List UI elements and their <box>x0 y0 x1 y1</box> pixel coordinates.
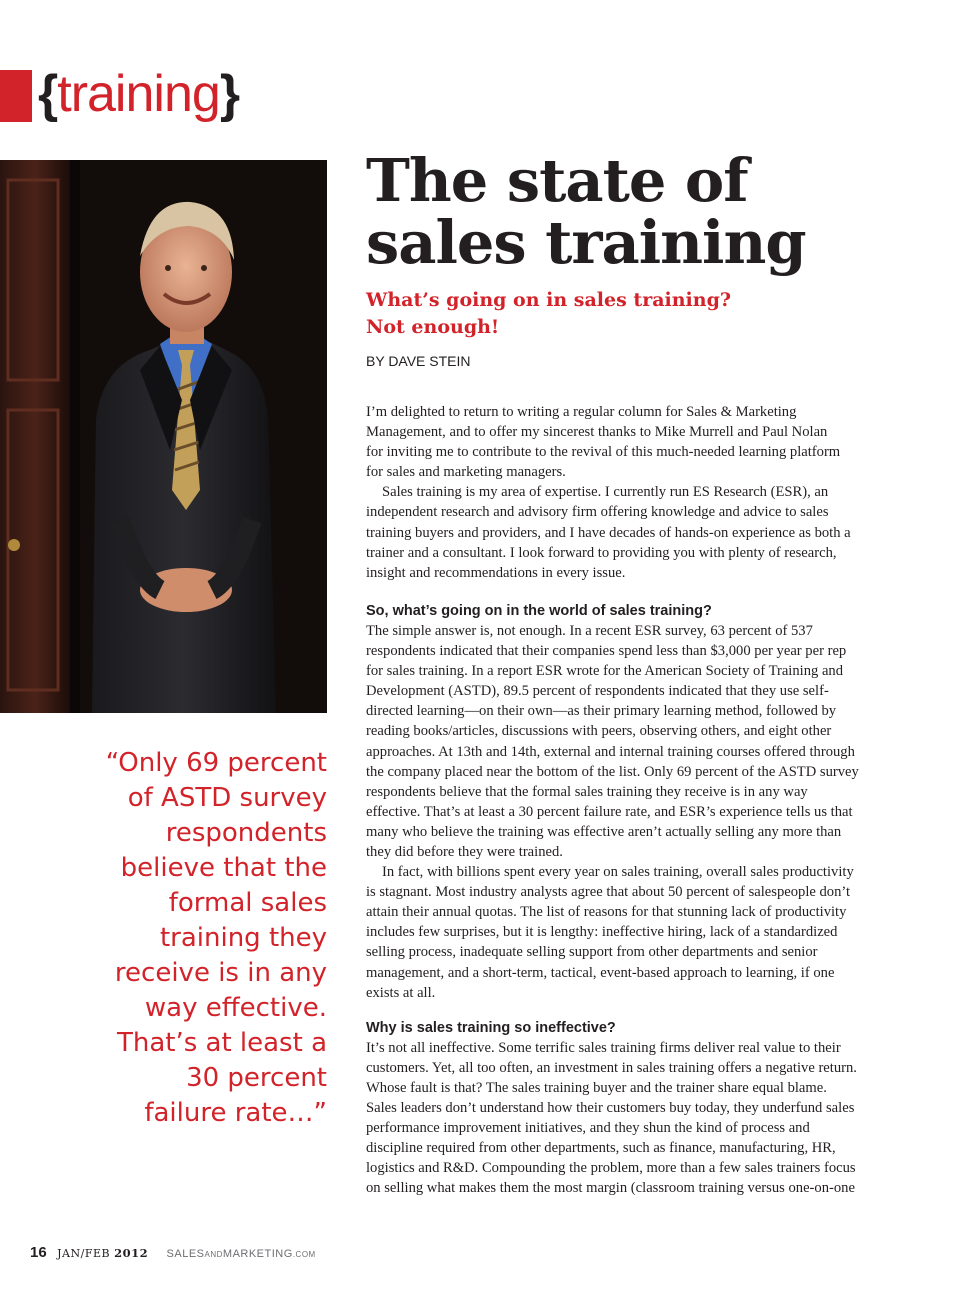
article-dek <box>366 287 731 341</box>
section-color-bar <box>0 70 32 122</box>
body-line: Sales leaders don’t understand how their customers buy today, they underfund sales <box>366 1100 855 1117</box>
site-part: MARKETING <box>222 1248 293 1260</box>
pull-quote-line: training they <box>159 923 327 953</box>
pull-quote-line: respondents <box>165 818 327 848</box>
body-line: on selling what makes them the most margin (classroom training versus one-on-one <box>366 1180 855 1197</box>
body-line: I’m delighted to return to writing a regular column for Sales & Marketing <box>366 404 797 420</box>
paragraph-gap <box>366 1003 906 1018</box>
body-line: customers. Yet, all too often, an investment in sales training offers a negative return. <box>366 1059 857 1076</box>
article-dek-line: Not enough! <box>366 316 500 338</box>
pull-quote-line: of ASTD survey <box>127 783 327 813</box>
body-line: respondents indicated that their companies spend less than $3,000 per year per rep <box>366 643 847 660</box>
body-line: directed learning—on their own—as their primary learning method, followed by <box>366 703 837 720</box>
page-footer <box>30 1244 316 1262</box>
body-line: selling process, inadequate selling support from other departments and senior <box>366 944 818 961</box>
issue-month: JAN/FEB <box>57 1247 111 1260</box>
body-line: is stagnant. Most industry analysts agree that about 50 percent of salespeople don’t <box>366 884 851 901</box>
section-open-bracket: { <box>38 65 58 123</box>
pull-quote-line: receive is in any <box>114 958 327 988</box>
body-line: reading books/articles, discussions with peers, observing others, and eight other <box>366 723 832 740</box>
body-line: management, and a short-term, tactical, event-based approach to learning, if one <box>366 964 835 981</box>
article-title <box>366 146 806 277</box>
body-line: effective. That’s at least a 30 percent failure rate, and ESR’s experience tells us that <box>366 803 853 820</box>
body-line: includes few surprises, but it is lengthy: ineffective hiring, lack of a standardized <box>366 924 838 941</box>
site-part: SALES <box>166 1248 205 1260</box>
section-name: training <box>57 65 220 123</box>
pull-quote <box>27 746 327 1131</box>
body-line: training buyers and providers, and I have decades of hands-on experience as both a <box>366 524 851 541</box>
body-line: logistics and R&D. Compounding the problem, more than a few sales trainers focus <box>366 1160 856 1177</box>
body-line: Management, and to offer my sincerest thanks to Mike Murrell and Paul Nolan <box>366 424 828 441</box>
pull-quote-line: “Only 69 percent <box>105 748 327 778</box>
body-line: for sales training. In a report ESR wrote for the American Society of Training and <box>366 663 844 680</box>
article-title-line: sales training <box>366 208 806 277</box>
body-line: Sales training is my area of expertise. I currently run ES Research (ESR), an <box>382 484 829 501</box>
site-part: AND <box>204 1250 223 1259</box>
author-photo <box>0 160 327 713</box>
article-title-line: The state of <box>366 146 748 215</box>
body-line: insight and recommendations in every issue. <box>366 564 626 581</box>
body-line: trainer and a consultant. I look forward to providing you with plenty of research, <box>366 544 837 561</box>
pull-quote-line: way effective. <box>144 993 327 1023</box>
body-line: Whose fault is that? The sales training buyer and the trainer share equal blame. <box>366 1080 827 1096</box>
issue-year: 2012 <box>114 1246 149 1260</box>
body-line: the company placed near the bottom of the list. Only 69 percent of the ASTD survey <box>366 763 859 780</box>
body-line: many who believe the training was effective aren’t actually selling any more than <box>366 823 842 840</box>
pull-quote-line: formal sales <box>168 888 327 918</box>
body-line: they did before they were trained. <box>366 843 563 860</box>
body-line: attain their annual quotas. The list of reasons for that stunning lack of productivity <box>366 904 847 921</box>
pull-quote-line: That’s at least a <box>116 1028 327 1058</box>
pull-quote-line: believe that the <box>120 853 327 883</box>
section-close-bracket: } <box>219 65 240 123</box>
body-line: for sales and marketing managers. <box>366 464 566 481</box>
author-photo-illustration <box>0 160 327 713</box>
paragraph-gap <box>366 583 906 601</box>
pull-quote-line: failure rate…” <box>144 1098 327 1128</box>
body-line: discipline required from other departments, such as finance, manufacturing, HR, <box>366 1140 836 1157</box>
byline: BY DAVE STEIN <box>366 353 471 369</box>
site-part: .COM <box>292 1250 316 1259</box>
page-number: 16 <box>30 1244 47 1261</box>
body-line: approaches. At 13th and 14th, external and internal training courses offered through <box>366 743 855 760</box>
body-line: performance improvement initiatives, and they shun the kind of process and <box>366 1120 810 1137</box>
body-line: independent research and advisory firm offering knowledge and advice to sales <box>366 504 829 521</box>
body-line: exists at all. <box>366 984 436 1001</box>
body-line: In fact, with billions spent every year on sales training, overall sales productivity <box>382 864 854 881</box>
subhead: Why is sales training so ineffective? <box>366 1019 616 1036</box>
section-label <box>38 62 239 126</box>
subhead: So, what’s going on in the world of sales training? <box>366 602 712 619</box>
article-body <box>366 402 906 1199</box>
pull-quote-line: 30 percent <box>186 1063 327 1093</box>
body-line: for inviting me to contribute to the revival of this much-needed learning platform <box>366 444 841 461</box>
body-line: respondents believe that the formal sales training they receive is in any way <box>366 783 808 800</box>
website-url <box>167 1248 316 1260</box>
body-line: It’s not all ineffective. Some terrific sales training firms deliver real value to their <box>366 1039 841 1056</box>
body-line: Development (ASTD), 89.5 percent of respondents indicated that they use self- <box>366 683 829 700</box>
body-line: The simple answer is, not enough. In a recent ESR survey, 63 percent of 537 <box>366 622 813 639</box>
issue-date <box>57 1247 148 1260</box>
article-dek-line: What’s going on in sales training? <box>366 289 732 311</box>
